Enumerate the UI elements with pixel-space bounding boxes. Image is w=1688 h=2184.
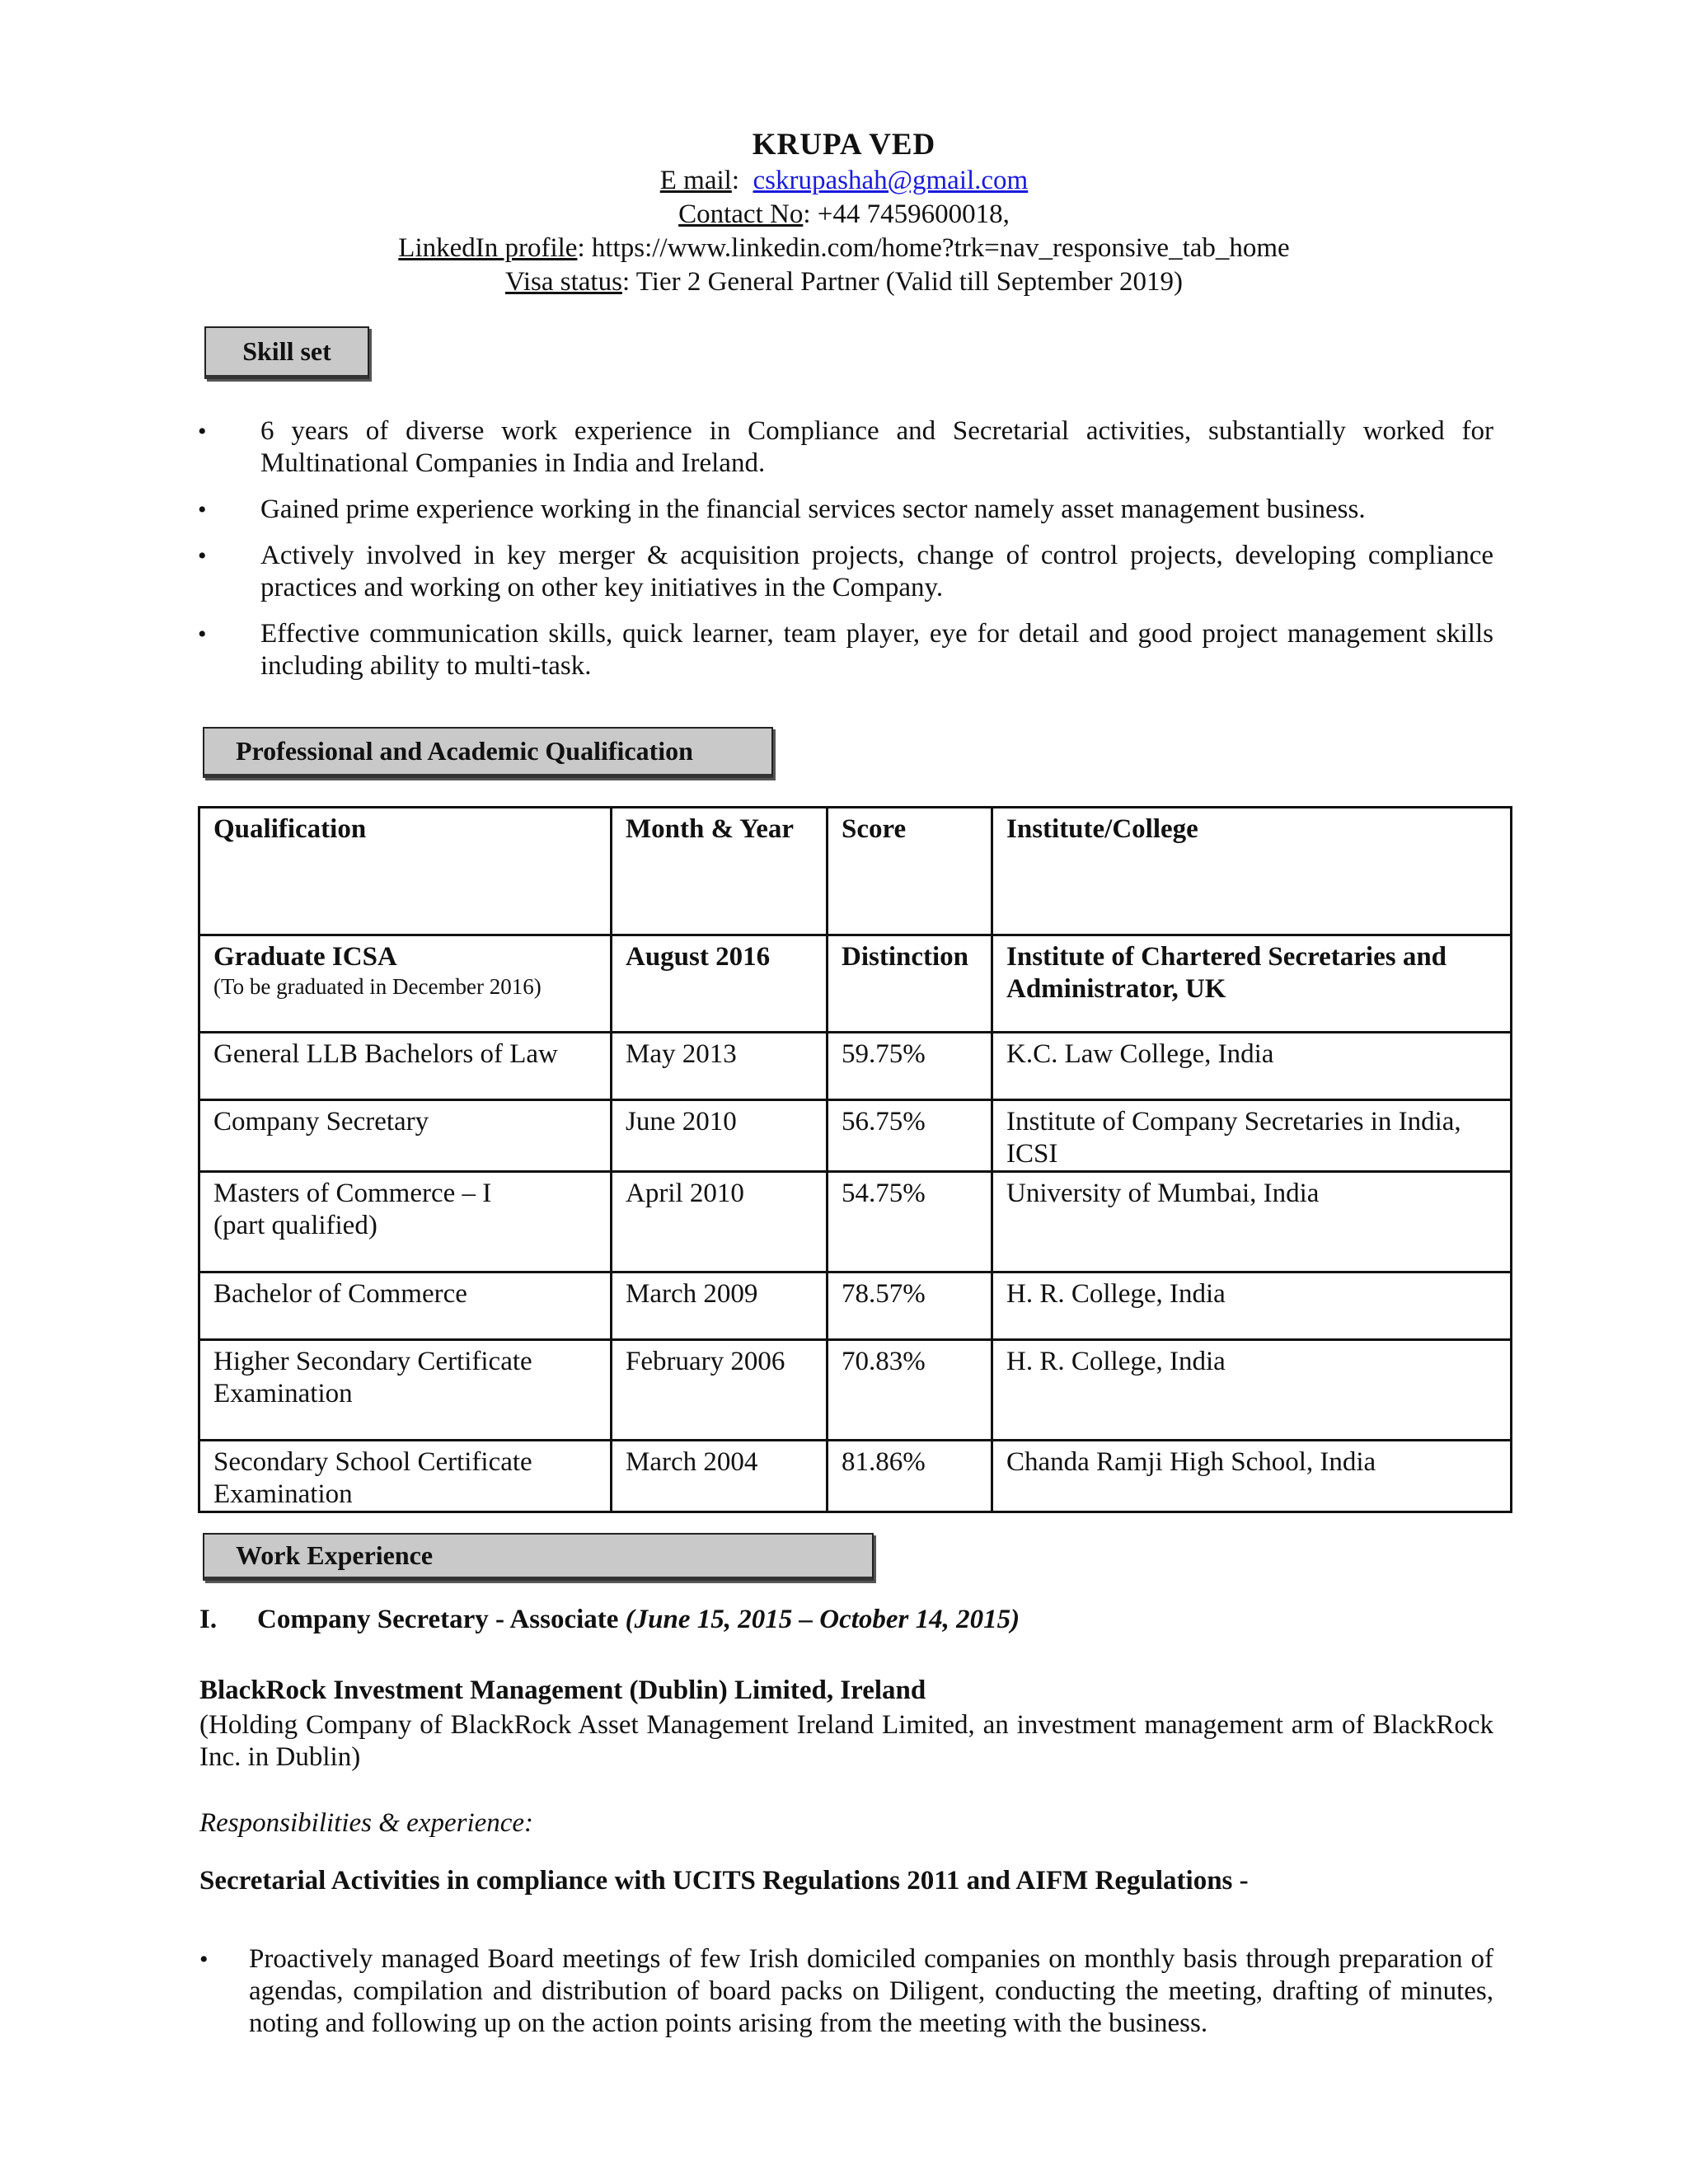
table-row [199,1441,1512,1512]
qualification-note: (To be graduated in December 2016) [213,974,542,999]
responsibility-item: • Proactively managed Board meetings of few Irish domiciled companies on monthly basis through preparation of agendas, compilation and distribution of board packs on Diligent, conducting the meeting, drafting of minutes, noting and following up on the action points arising from the meeting with the business. [199,1943,1493,2040]
institute-cell: Institute of Company Secretaries in India, ICSI [992,1100,1512,1172]
date-cell: March 2004 [612,1441,828,1512]
qualification-cell: Secondary School Certificate Examination [199,1441,612,1512]
institute-cell: H. R. College, India [992,1340,1512,1441]
table-row [199,1033,1512,1100]
job-dates: (June 15, 2015 – October 14, 2015) [625,1605,1020,1634]
visa-label: Visa status [505,267,622,297]
contact-label: Contact No [678,199,804,229]
qualification-name: Graduate ICSA [213,942,397,972]
score-cell: 56.75% [828,1100,992,1172]
institute-cell: University of Mumbai, India [992,1172,1512,1272]
institute-cell: Institute of Chartered Secretaries and Administrator, UK [992,935,1512,1033]
job-number: I. [199,1605,218,1634]
date-cell: April 2010 [612,1172,828,1272]
linkedin-line [0,232,1688,265]
qualification-cell: General LLB Bachelors of Law [199,1033,612,1100]
table-row [199,1172,1512,1272]
score-cell: 81.86% [828,1441,992,1512]
skill-item: • 6 years of diverse work experience in Compliance and Secretarial activities, substantially worked for Multinational Companies in India and Ireland. [198,415,1493,480]
work-experience-heading-label: Work Experience [236,1540,434,1570]
skill-set-heading [204,326,369,379]
date-cell: May 2013 [612,1033,828,1100]
institute-cell: Chanda Ramji High School, India [992,1441,1512,1512]
table-header-row [199,808,1512,935]
score-cell: 54.75% [828,1172,992,1272]
company-description: (Holding Company of BlackRock Asset Management Ireland Limited, an investment management arm of BlackRock Inc. in Dublin) [199,1710,1493,1772]
column-header-date: Month & Year [612,808,828,935]
email-link[interactable]: cskrupashah@gmail.com [753,166,1029,195]
date-cell: February 2006 [612,1340,828,1441]
column-header-institute: Institute/College [992,808,1512,935]
date-cell: March 2009 [612,1272,828,1340]
company-name: BlackRock Investment Management (Dublin) Limited, Ireland [199,1675,926,1705]
table-row [199,935,1512,1033]
contact-line [0,198,1688,232]
score-cell: 59.75% [828,1033,992,1100]
qualification-heading-label: Professional and Academic Qualification [236,736,693,766]
candidate-name: KRUPA VED [752,128,936,162]
qualification-cell: Company Secretary [199,1100,612,1172]
qualification-note: (part qualified) [213,1211,377,1240]
skill-item: • Effective communication skills, quick learner, team player, eye for detail and good project management skills including ability to multi-task. [198,618,1493,682]
table-row [199,1340,1512,1441]
work-experience-heading [203,1533,874,1581]
table-row [199,1272,1512,1340]
score-cell: 78.57% [828,1272,992,1340]
responsibility-list [199,1943,1493,2040]
qualification-heading [203,727,773,778]
contact-value: : +44 7459600018, [803,199,1010,229]
job-title: Company Secretary - Associate [257,1605,626,1634]
responsibilities-label: Responsibilities & experience: [199,1808,534,1838]
qualification-cell [199,935,612,1033]
skill-set-heading-label: Skill set [242,336,331,366]
institute-cell: K.C. Law College, India [992,1033,1512,1100]
email-line: E mail: cskrupashah@gmail.com [659,166,1029,195]
skill-item: • Gained prime experience working in the financial services sector namely asset management business. [198,494,1493,526]
visa-line [0,265,1688,299]
linkedin-value: : https://www.linkedin.com/home?trk=nav_responsive_tab_home [577,233,1290,263]
score-cell: Distinction [828,935,992,1033]
skill-list [198,415,1493,696]
qualification-name: Masters of Commerce – I [213,1179,492,1208]
linkedin-label: LinkedIn profile [398,233,578,263]
table-row [199,1100,1512,1172]
qualification-cell: Bachelor of Commerce [199,1272,612,1340]
resume-header [0,128,1688,299]
visa-value: : Tier 2 General Partner (Valid till September 2019) [621,267,1183,297]
column-header-qualification: Qualification [199,808,612,935]
qualification-table [198,806,1512,1513]
institute-cell: H. R. College, India [992,1272,1512,1340]
score-cell: 70.83% [828,1340,992,1441]
date-cell: August 2016 [612,935,828,1033]
column-header-score: Score [828,808,992,935]
job-title-line [199,1605,1020,1635]
skill-item: • Actively involved in key merger & acquisition projects, change of control projects, developing compliance practices and working on other key initiatives in the Company. [198,540,1493,604]
qualification-cell [199,1172,612,1272]
qualification-cell: Higher Secondary Certificate Examination [199,1340,612,1441]
email-label: E mail [659,166,732,195]
responsibility-section-title: Secretarial Activities in compliance with UCITS Regulations 2011 and AIFM Regulations - [199,1866,1249,1896]
date-cell: June 2010 [612,1100,828,1172]
